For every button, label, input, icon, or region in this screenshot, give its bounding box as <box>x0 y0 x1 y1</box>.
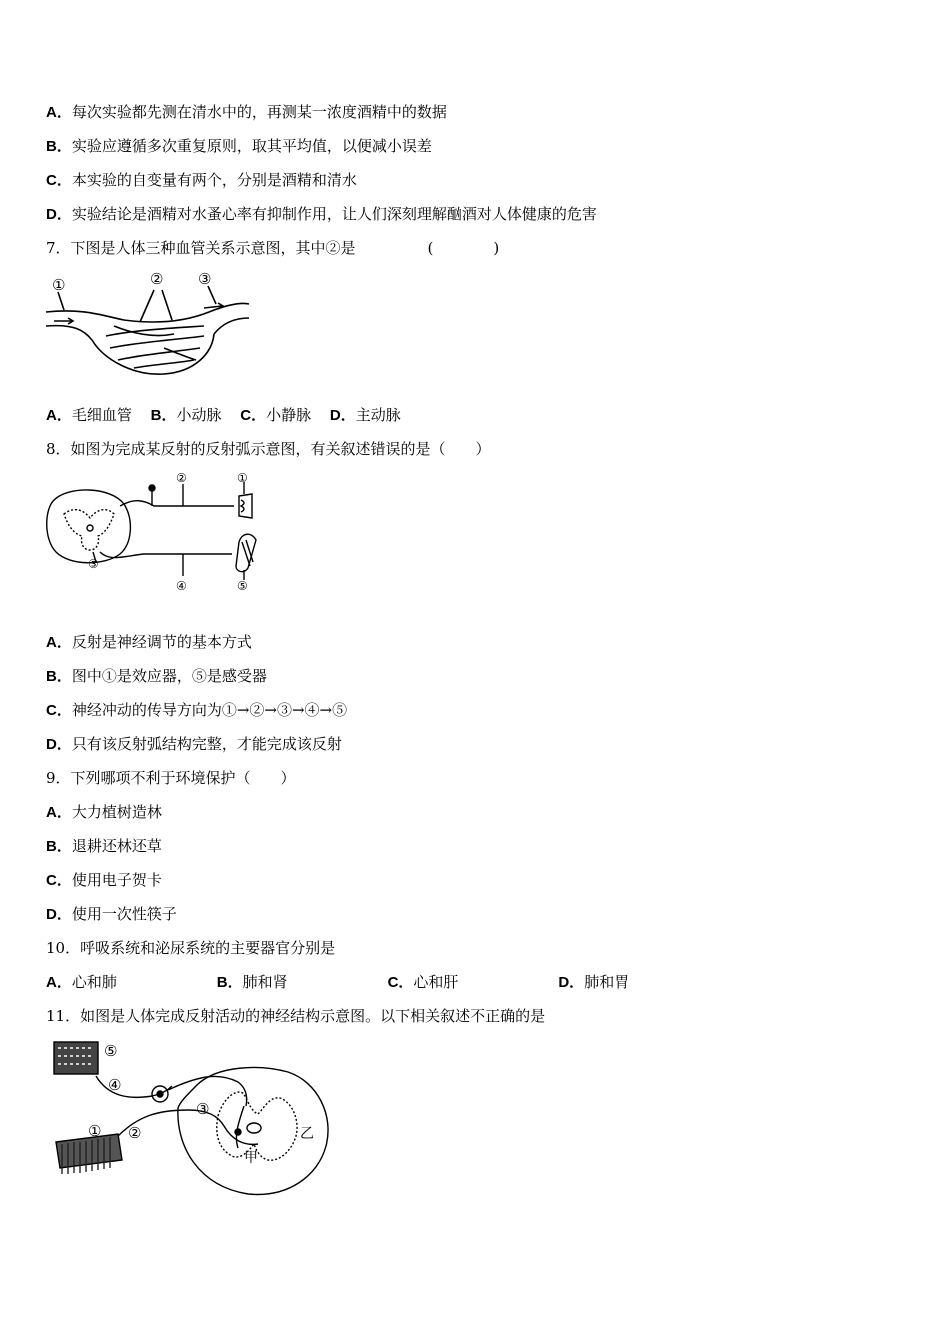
q10-option-d: D．肺和胃 <box>558 973 630 991</box>
q8-stem: 8．如图为完成某反射的反射弧示意图，有关叙述错误的是（ ） <box>46 440 491 458</box>
q11-nerve-structure-figure <box>48 1036 338 1200</box>
q10-option-b: B．肺和肾 <box>216 973 288 991</box>
q8-option-c: C．神经冲动的传导方向为①→②→③→④→⑤ <box>46 701 348 719</box>
q6-option-a: A．每次实验都先测在清水中的，再测某一浓度酒精中的数据 <box>46 103 447 121</box>
q8-reflex-arc-figure <box>44 470 264 596</box>
q7-option-a: A．毛细血管 <box>46 406 132 424</box>
q7-option-d: D．主动脉 <box>329 406 401 424</box>
q7-label-3: ③ <box>198 270 212 288</box>
q9-stem: 9．下列哪项不利于环境保护（ ） <box>46 769 296 787</box>
q9-option-c: C．使用电子贺卡 <box>46 871 162 889</box>
q6-option-d: D．实验结论是酒精对水蚤心率有抑制作用，让人们深刻理解酗酒对人体健康的危害 <box>46 205 597 223</box>
q11-label-jia: 甲 <box>244 1150 258 1166</box>
q11-label-3: ③ <box>196 1100 210 1118</box>
q10-stem: 10．呼吸系统和泌尿系统的主要器官分别是 <box>46 939 336 957</box>
q11-stem: 11．如图是人体完成反射活动的神经结构示意图。以下相关叙述不正确的是 <box>46 1007 546 1025</box>
q6-option-c: C．本实验的自变量有两个，分别是酒精和清水 <box>46 171 357 189</box>
q8-option-a: A．反射是神经调节的基本方式 <box>46 633 252 651</box>
q8-label-4: ④ <box>176 579 187 593</box>
q9-option-b: B．退耕还林还草 <box>46 837 162 855</box>
q7-options <box>46 405 401 426</box>
q10-option-a: A．心和肺 <box>46 973 117 991</box>
q7-option-b: B．小动脉 <box>150 406 222 424</box>
q11-label-yi: 乙 <box>300 1126 314 1142</box>
q9-option-a: A．大力植树造林 <box>46 803 162 821</box>
q8-label-2: ② <box>176 471 187 485</box>
q6-option-b: B．实验应遵循多次重复原则，取其平均值，以便减小误差 <box>46 137 432 155</box>
q7-label-2: ② <box>150 270 164 288</box>
q8-option-b: B．图中①是效应器，⑤是感受器 <box>46 667 267 685</box>
q7-blood-vessel-figure <box>44 268 254 386</box>
q8-label-3: ③ <box>88 557 99 571</box>
q11-label-1: ① <box>88 1122 102 1140</box>
q8-label-5: ⑤ <box>237 579 248 593</box>
q7-option-c: C．小静脉 <box>240 406 312 424</box>
q10-option-c: C．心和肝 <box>387 973 459 991</box>
q10-options <box>46 972 629 993</box>
q8-option-d: D．只有该反射弧结构完整，才能完成该反射 <box>46 735 342 753</box>
q7-stem: 7．下图是人体三种血管关系示意图，其中②是 ( ) <box>46 239 500 257</box>
q9-option-d: D．使用一次性筷子 <box>46 905 177 923</box>
q11-label-2: ② <box>128 1124 142 1142</box>
q11-label-4: ④ <box>108 1076 122 1094</box>
q11-label-5: ⑤ <box>104 1042 118 1060</box>
q8-label-1: ① <box>237 471 248 485</box>
q7-label-1: ① <box>52 276 66 294</box>
